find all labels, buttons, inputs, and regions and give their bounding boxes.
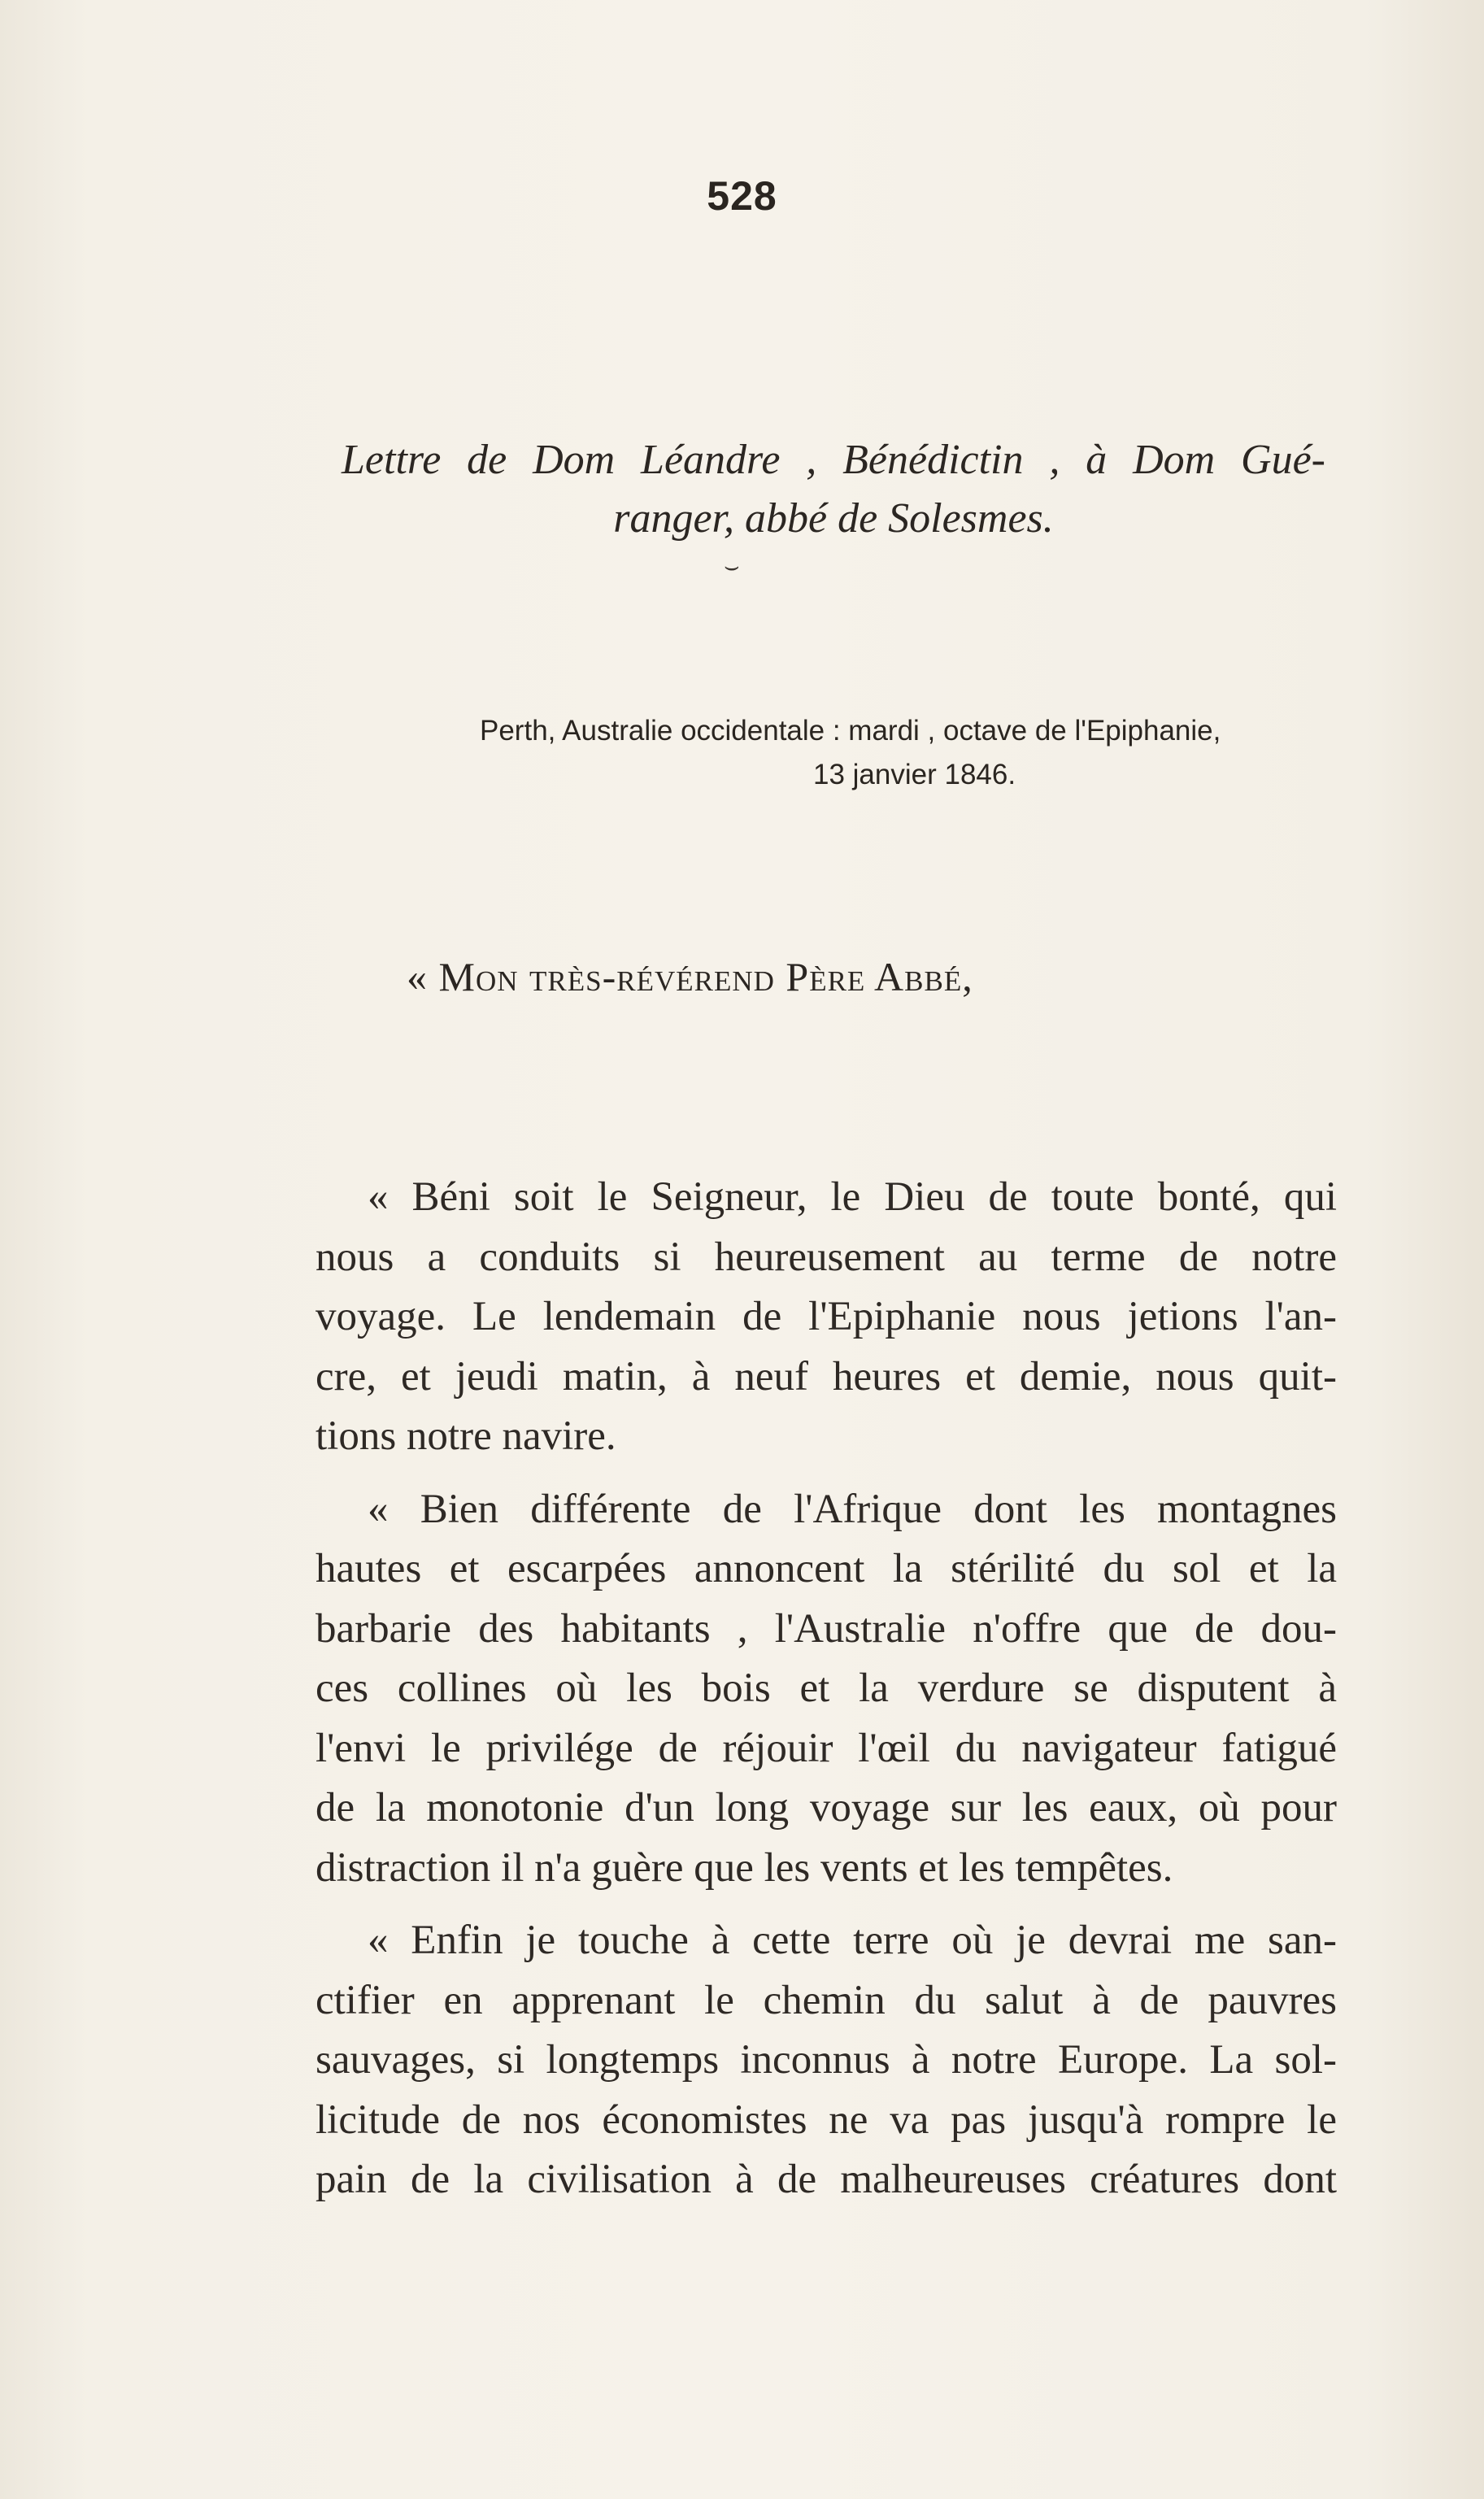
text-line: sauvages, si longtemps inconnus à notre Europe. La sol-	[316, 2037, 1337, 2083]
dateline-place: Perth, Australie occidentale : mardi , octave de l'Epiphanie,	[480, 715, 1221, 747]
text-line: pain de la civilisation à de malheureuses créatures dont	[316, 2157, 1337, 2202]
text-line: « Enfin je touche à cette terre où je devrai me san-	[368, 1918, 1337, 1963]
paragraph-1	[316, 1168, 1337, 1467]
text-line: ces collines où les bois et la verdure se disputent à	[316, 1665, 1337, 1711]
text-line: ctifier en apprenant le chemin du salut à de pauvres	[316, 1977, 1337, 2023]
paragraph-2	[316, 1480, 1337, 1899]
heading-line-2: ranger, abbé de Solesmes.	[613, 495, 1054, 542]
heading-line-1: Lettre de Dom Léandre , Bénédictin , à Dom Gué-	[342, 437, 1325, 483]
page-number: 528	[707, 173, 777, 219]
text-line: de la monotonie d'un long voyage sur les eaux, où pour	[316, 1785, 1337, 1831]
text-line: licitude de nos économistes ne va pas jusqu'à rompre le	[316, 2096, 1337, 2143]
ornament-mark: ⌣	[724, 553, 740, 580]
dateline-date: 13 janvier 1846.	[813, 759, 1016, 790]
text-line: l'envi le privilége de réjouir l'œil du navigateur fatigué	[316, 1725, 1337, 1771]
text-line: nous a conduits si heureusement au terme de notre	[316, 1234, 1337, 1280]
dateline	[480, 709, 1334, 797]
paragraph-3	[316, 1911, 1337, 2210]
text-line: distraction il n'a guère que les vents et les tempêtes.	[316, 1844, 1173, 1891]
text-line: hautes et escarpées annoncent la stérilité du sol et la	[316, 1546, 1337, 1591]
text-line: barbarie des habitants , l'Australie n'offre que de dou-	[316, 1605, 1337, 1652]
salutation: « Mon très-révérend Père Abbé,	[407, 954, 973, 999]
letter-heading	[342, 431, 1325, 548]
text-line: tions notre navire.	[316, 1413, 616, 1459]
text-line: « Béni soit le Seigneur, le Dieu de toute bonté, qui	[368, 1174, 1337, 1220]
text-line: cre, et jeudi matin, à neuf heures et demie, nous quit-	[316, 1353, 1337, 1400]
text-line: « Bien différente de l'Afrique dont les montagnes	[368, 1486, 1337, 1532]
text-line: voyage. Le lendemain de l'Epiphanie nous jetions l'an-	[316, 1294, 1337, 1339]
letter-body	[316, 1168, 1337, 2223]
